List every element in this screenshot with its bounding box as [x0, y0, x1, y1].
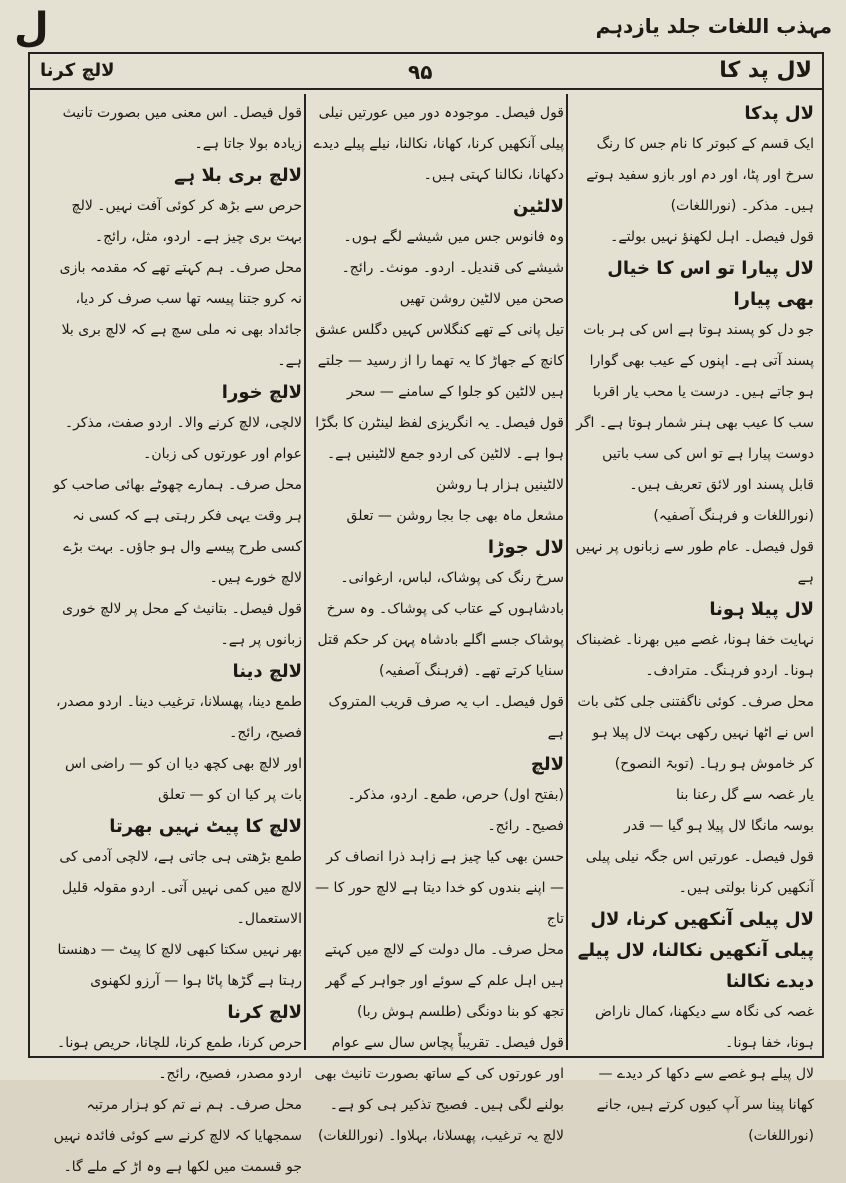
page-number: ۹۵ [408, 60, 433, 84]
entry-text: لالچی، لالچ کرنے والا۔ اردو صفت، مذکر۔ عوام اور عورتوں کی زبان۔ [64, 415, 302, 462]
entry-headword: لال پیارا تو اس کا خیال بھی پیارا [607, 258, 814, 310]
entry-text: محل صرف۔ ہم کہتے تھے کہ مقدمہ بازی نہ کرو جتنا پیسہ تھا سب صرف کر دیا، جائداد بھی نہ ملی سچ ہے کہ لالچ بری بلا ہے۔ [59, 260, 302, 369]
entry-text: لالچ یہ ترغیب، پھسلانا، بہلاوا۔ (نوراللغات) [317, 1128, 564, 1144]
entry-text: کانچ کے جھاڑ کا یہ تھما را از رسید — جلتے ہیں لالٹین کو جلوا کے سامنے — سحر [317, 353, 564, 400]
entry-headword: لال پدکا [744, 103, 814, 124]
entry-text: قول فیصل۔ موجودہ دور میں عورتیں نیلی پیلی آنکھیں کرنا، کھانا، نکالنا، نیلے پیلے دیدے دکھانا، نکالنا کہتی ہیں۔ [313, 105, 564, 183]
page-frame [28, 52, 824, 1175]
entry-text: محل صرف۔ ہمارے چھوٹے بھائی صاحب کو ہر وقت یہی فکر رہتی ہے کہ کسی نہ کسی طرح پیسے وال ہو جاؤں۔ بہت بڑے لالچ خورے ہیں۔ [53, 477, 302, 586]
entry-text: غصہ کی نگاہ سے دیکھنا، کمال ناراض ہونا، خفا ہونا۔ [595, 1004, 814, 1051]
entry-text: طمع دینا، پھسلانا، ترغیب دینا۔ اردو مصدر، فصیح، رائج۔ [55, 694, 302, 741]
entry-text: لالٹینیں ہزار ہا روشن [435, 477, 564, 493]
entry-text: قول فیصل۔ اب یہ صرف قریب المتروک ہے [328, 694, 564, 741]
entry-headword: لالچ [530, 754, 564, 775]
entry-text: حسن بھی کیا چیز ہے زاہد ذرا انصاف کر — اپنے بندوں کو خدا دیتا ہے لالچ حور کا — تاج [315, 849, 564, 927]
entry-headword: لال پیلا ہونا [709, 599, 814, 620]
entry-text: قول فیصل۔ اس معنی میں بصورت تانیث زیادہ بولا جاتا ہے۔ [62, 105, 302, 152]
column-rule [304, 94, 306, 1050]
entry-text: قول فیصل۔ عام طور سے زبانوں پر نہیں ہے [575, 539, 814, 586]
entry-text: وہ فانوس جس میں شیشے لگے ہوں۔ شیشے کی قندیل۔ اردو۔ مونث۔ رائج۔ [341, 229, 564, 276]
entry-text: تیل پانی کے تھے کنگلاس کہیں دگلس عشق [315, 322, 564, 338]
entry-text: یار غصہ سے گل رعنا بنا [675, 787, 814, 803]
entry-text: صحن میں لالٹین روشن تھیں [399, 291, 564, 307]
entry-text: لال پیلے ہو غصے سے دکھا کر دیدے — کھانا پینا سر آپ کیوں کرتے ہیں، جانے (نوراللغات) [596, 1066, 814, 1144]
entry-headword: لال پیلی آنکھیں کرنا، لال پیلی آنکھیں نکالنا، لال پیلے دیدے نکالنا [577, 909, 814, 992]
column-left [46, 98, 302, 1175]
entry-text: محل صرف۔ مال دولت کے لالچ میں کہتے ہیں اہل علم کے سوئے اور جواہر کے گھر تجھ کو بنا دونگی (طلسم ہوش ربا) [324, 942, 564, 1020]
header-rule [30, 88, 822, 90]
entry-text: مشعل ماہ بھی جا بجا روشن — تعلق [346, 508, 564, 524]
corner-letter: ل [14, 5, 49, 51]
entry-text: بوسہ مانگا لال پیلا ہو گیا — قدر [624, 818, 814, 834]
entry-text: نہایت خفا ہونا، غصے میں بھرنا۔ غضبناک ہونا۔ اردو فرہنگ۔ مترادف۔ [575, 632, 814, 679]
entry-headword: لالٹین [512, 196, 564, 217]
entry-text: محل صرف۔ ہم نے تم کو ہزار مرتبہ سمجھایا کہ لالچ کرنے سے کوئی فائدہ نہیں جو قسمت میں لکھا ہے وہ اڑ کے ملے گا۔ [53, 1097, 302, 1175]
column-right [574, 98, 814, 1144]
entry-headword: لالچ خورا [221, 382, 302, 403]
entry-text: (بفتح اول) حرص، طمع۔ اردو، مذکر۔ فصیح۔ رائج۔ [347, 787, 564, 834]
entry-headword: لالچ کا پیٹ نہیں بھرتا [109, 816, 302, 837]
entry-text: قول فیصل۔ یہ انگریزی لفظ لینٹرن کا بگڑا ہوا ہے۔ لالٹین کی اردو جمع لالٹینیں ہے۔ [315, 415, 564, 462]
entry-text: قول فیصل۔ اہل لکھنؤ نہیں بولتے۔ [610, 229, 814, 245]
entry-text: سرخ رنگ کی پوشاک، لباس، ارغوانی۔ بادشاہوں کے عتاب کی پوشاک۔ وہ سرخ پوشاک جسے اگلے بادشاہ پہن کر حکم قتل سنایا کرتے تھے۔ (فرہنگ آصفیہ) [317, 570, 564, 679]
right-catchword: لال پد کا [719, 58, 812, 83]
entry-text: قول فیصل۔ بتانیث کے محل پر لالچ خوری زبانوں پر ہے۔ [62, 601, 302, 648]
entry-text: قول فیصل۔ تقریباً پچاس سال سے عوام اور عورتوں کی کے ساتھ بصورت تانیث بھی بولنے لگی ہیں۔ فصیح تذکیر ہی کو ہے۔ [314, 1035, 564, 1113]
entry-text: حرص کرنا، طمع کرنا، للچانا، حریص ہونا۔ اردو مصدر، فصیح، رائج۔ [57, 1035, 302, 1082]
entry-text: قول فیصل۔ عورتیں اس جگہ نیلی پیلی آنکھیں کرنا بولتی ہیں۔ [585, 849, 814, 896]
entry-headword: لالچ دینا [232, 661, 302, 682]
entry-text: جو دل کو پسند ہوتا ہے اس کی ہر بات پسند آتی ہے۔ اپنوں کے عیب بھی گوارا ہو جاتے ہیں۔ درست یا محب یار اقربا سب کا عیب بھی ہنر شمار ہوتا ہے۔ اگر دوست پیارا ہے تو اس کی سب باتیں قابل پسند اور لائق تعریف ہیں۔ (نوراللغات و فرہنگ آصفیہ) [576, 322, 814, 524]
entry-text: اور لالچ بھی کچھ دیا ان کو — راضی اس بات پر کیا ان کو — تعلق [65, 756, 302, 803]
entry-text: طمع بڑھتی ہی جاتی ہے، لالچی آدمی کی لالچ میں کمی نہیں آتی۔ اردو مقولہ قلیل الاستعمال۔ [59, 849, 302, 927]
left-catchword: لالچ کرنا [40, 60, 115, 81]
entry-headword: لالچ کرنا [227, 1002, 302, 1023]
entry-text: محل صرف۔ کوئی ناگفتنی جلی کٹی بات اس نے اٹھا نہیں رکھی بہت لال پیلا ہو کر خاموش ہو رہا۔ (توبۃ النصوح) [577, 694, 814, 772]
column-middle [312, 98, 564, 1144]
entry-headword: لالچ بری بلا ہے [174, 165, 302, 186]
entry-headword: لال جوڑا [487, 537, 564, 558]
column-rule [566, 94, 568, 1050]
entry-text: حرص سے بڑھ کر کوئی آفت نہیں۔ لالچ بہت بری چیز ہے۔ اردو، مثل، رائج۔ [71, 198, 302, 245]
entry-text: ایک قسم کے کبوتر کا نام جس کا رنگ سرخ اور پٹا، اور دم اور بازو سفید ہوتے ہیں۔ مذکر۔ (نوراللغات) [586, 136, 814, 214]
book-title: مہذب اللغات جلد یازدہم [595, 14, 832, 38]
entry-text: بھر نہیں سکتا کبھی لالچ کا پیٹ — دھنستا رہتا ہے گڑھا پاٹا ہوا — آرزو لکھنوی [57, 942, 302, 989]
